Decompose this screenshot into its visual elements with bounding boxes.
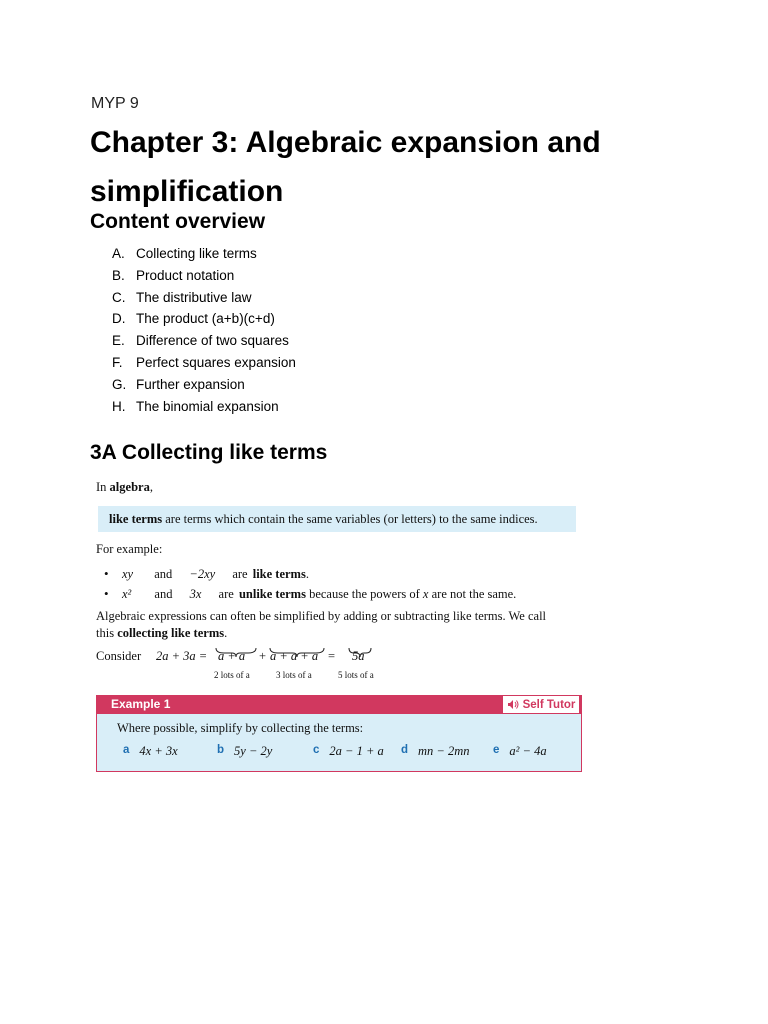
brace-label-3: 5 lots of a — [338, 670, 374, 680]
list-item: G. Further expansion — [112, 376, 245, 392]
for-example-label: For example: — [96, 542, 163, 556]
list-item: C. The distributive law — [112, 289, 252, 305]
example-box — [96, 695, 582, 772]
list-item: E. Difference of two squares — [112, 333, 289, 349]
course-label: MYP 9 — [91, 95, 139, 112]
underbrace-3 — [347, 645, 373, 659]
list-item: d mn − 2mn — [401, 744, 470, 758]
bullet-unlike-terms: x² and 3x are unlike terms because the powers of x are not the same. — [122, 587, 517, 601]
list-item: c 2a − 1 + a — [313, 744, 384, 758]
list-item: D. The product (a+b)(c+d) — [112, 311, 275, 327]
example-parts — [123, 744, 547, 759]
self-tutor-label: Self Tutor — [522, 698, 576, 711]
brace-label-1: 2 lots of a — [214, 670, 250, 680]
section-heading: 3A Collecting like terms — [90, 441, 328, 464]
list-item: e a² − 4a — [493, 744, 547, 758]
self-tutor-button[interactable] — [503, 696, 579, 713]
group-3: 5a — [352, 649, 365, 663]
paragraph-line-2: this collecting like terms. — [96, 626, 228, 640]
consider-lhs: 2a + 3a = — [156, 649, 208, 663]
brace-label-2: 3 lots of a — [276, 670, 312, 680]
bullet-icon: • — [104, 566, 109, 581]
list-item: B. Product notation — [112, 267, 235, 283]
group-1: a + a — [218, 649, 246, 663]
content-overview-list — [112, 243, 296, 417]
list-item: H. The binomial expansion — [112, 398, 279, 414]
plus-sign: + — [259, 649, 267, 663]
equals-sign: = — [328, 649, 336, 663]
list-item: b 5y − 2y — [217, 744, 273, 758]
consider-word: Consider — [96, 649, 142, 663]
bullet-icon: • — [104, 586, 109, 601]
underbrace-2 — [268, 645, 326, 659]
example-prompt: Where possible, simplify by collecting the terms: — [117, 721, 364, 735]
bullet-like-terms: xy and −2xy are like terms. — [122, 567, 309, 581]
intro-line: In algebra, — [96, 480, 153, 494]
group-2: a + a + a — [270, 649, 319, 663]
example-title: Example 1 — [111, 697, 171, 711]
example-header — [97, 695, 581, 714]
overview-heading: Content overview — [90, 210, 266, 233]
underbrace-1 — [214, 645, 258, 659]
list-item: a 4x + 3x — [123, 744, 178, 758]
list-item: F. Perfect squares expansion — [112, 354, 296, 370]
definition-box: like terms are terms which contain the same variables (or letters) to the same indices. — [98, 506, 576, 532]
chapter-title: Chapter 3: Algebraic expansion and simplification — [90, 126, 601, 208]
paragraph-line-1: Algebraic expressions can often be simplified by adding or subtracting like terms. We call — [96, 609, 547, 623]
list-item: A. Collecting like terms — [112, 246, 257, 261]
speaker-icon — [507, 699, 520, 710]
